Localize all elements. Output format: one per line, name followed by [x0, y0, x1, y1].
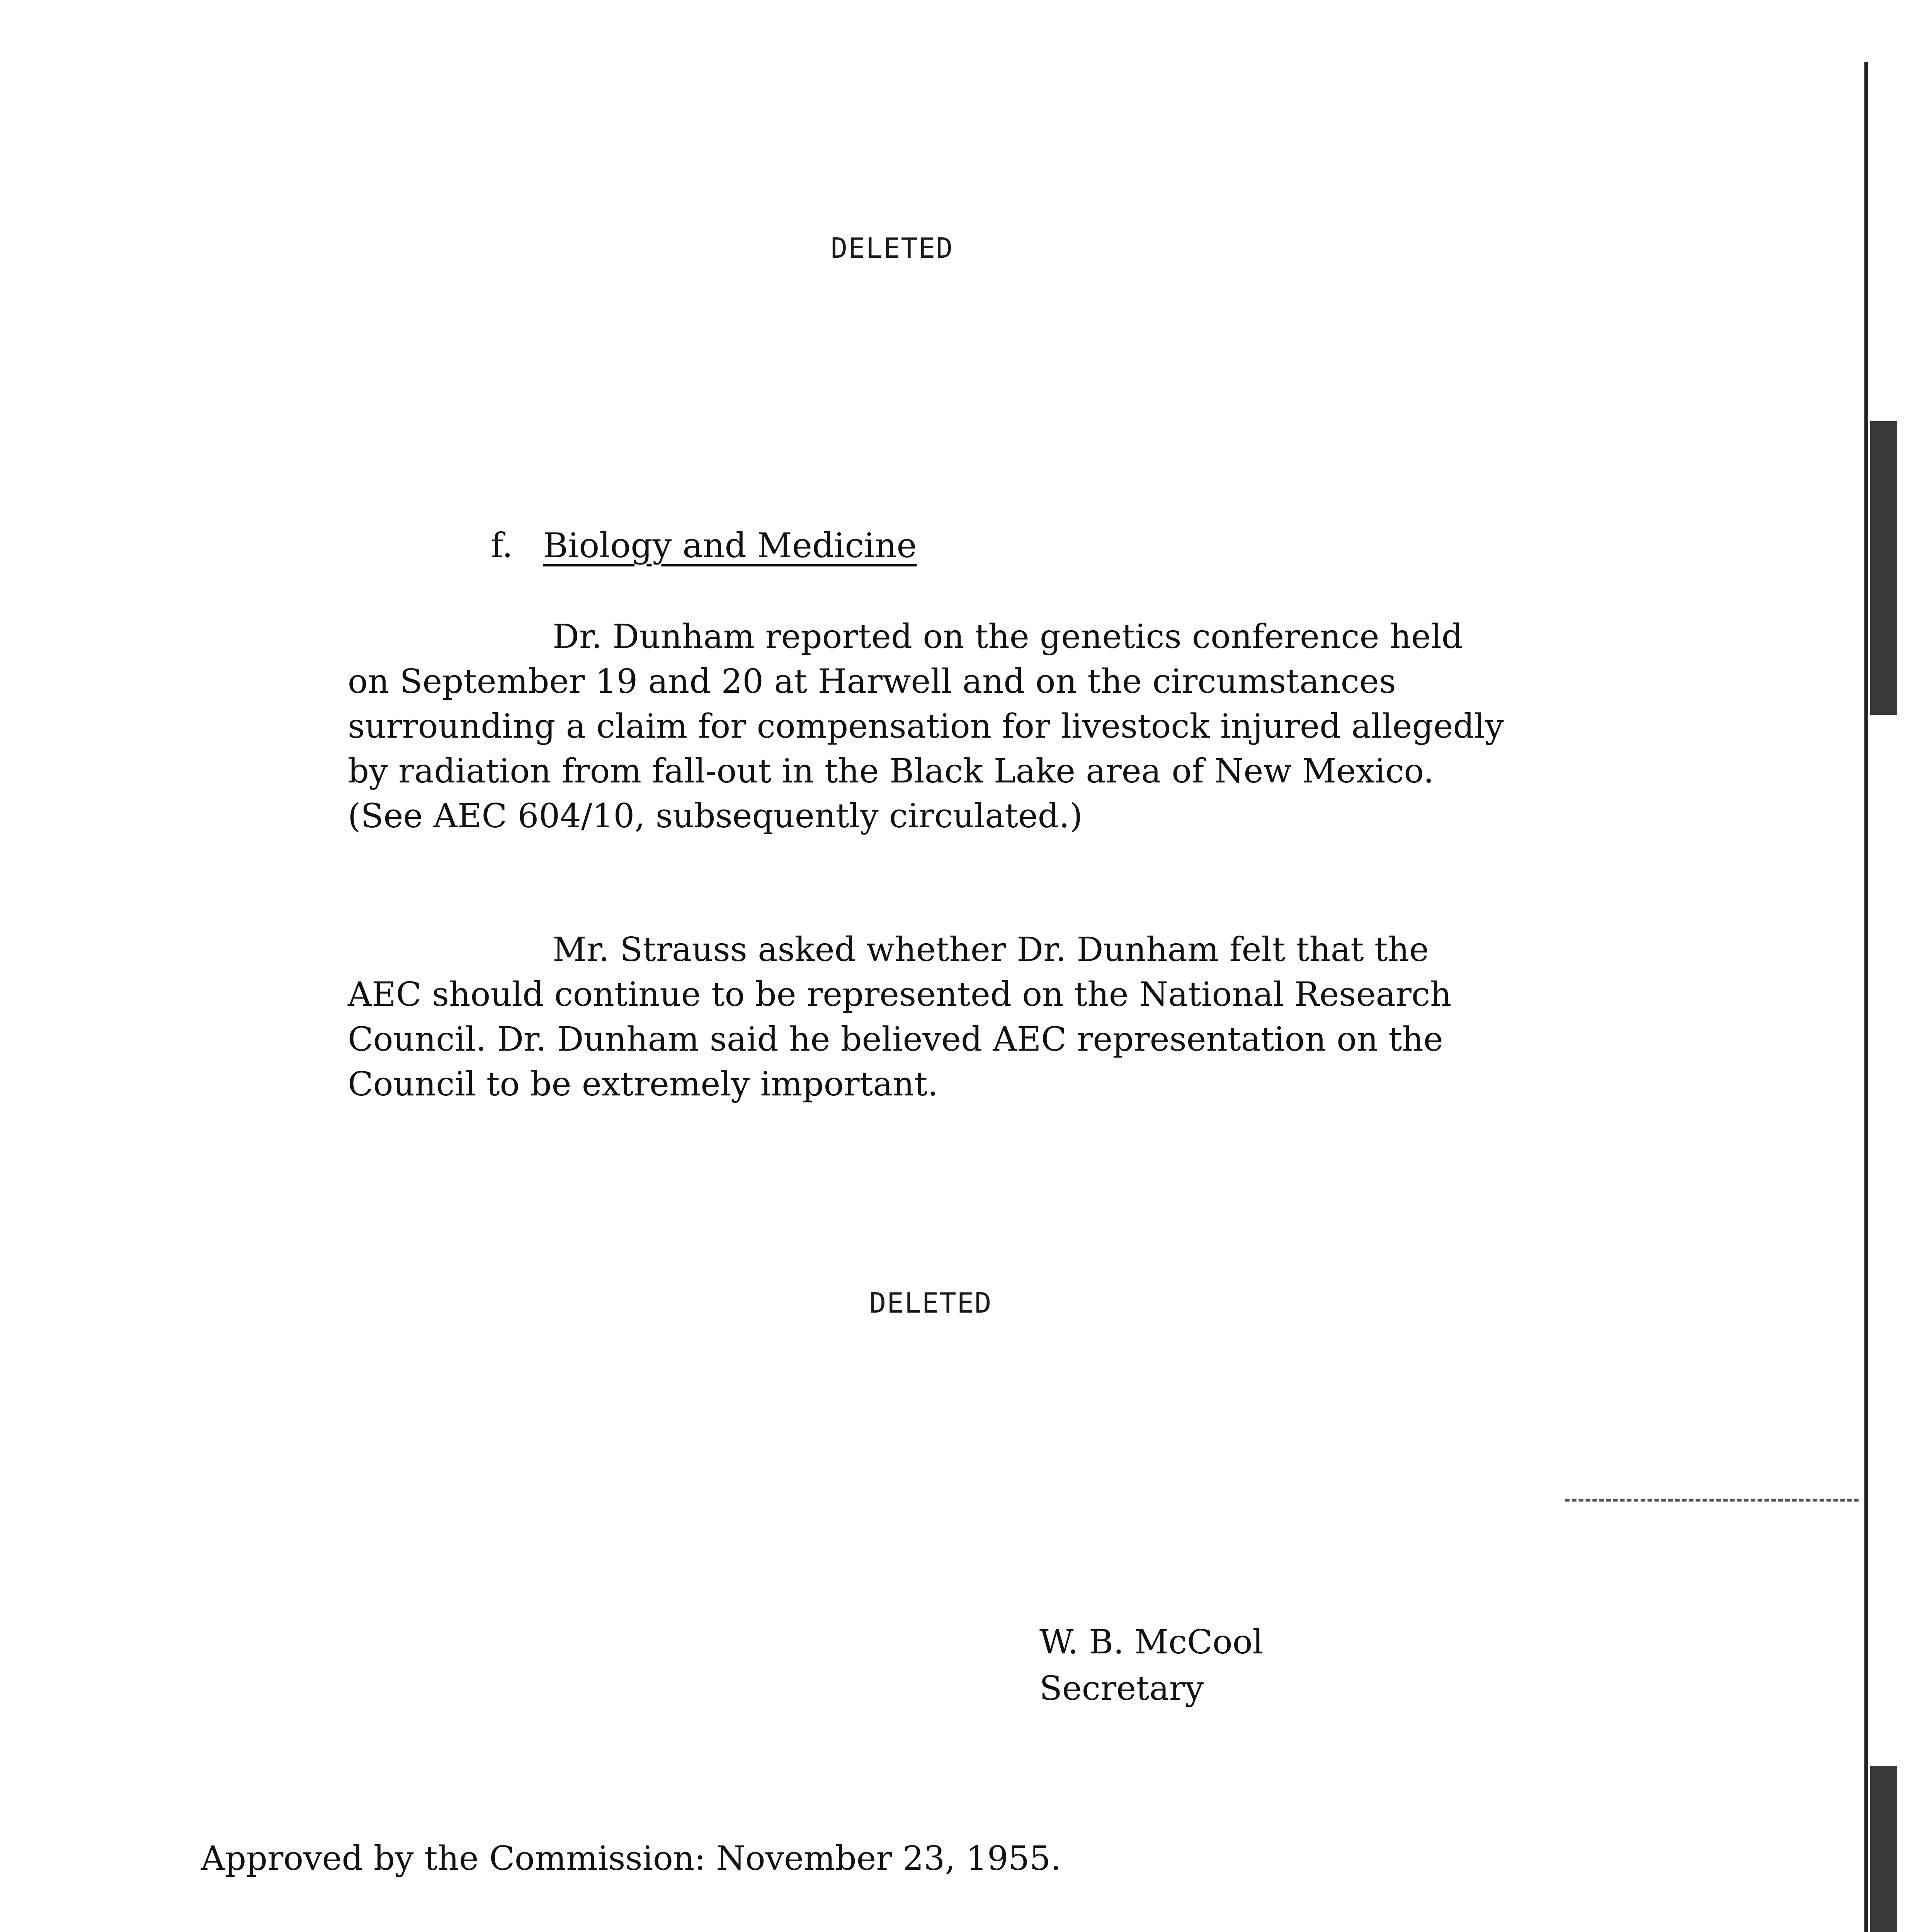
signature-block	[1039, 1619, 1263, 1712]
scan-artifact-lower	[1870, 1766, 1897, 1932]
deleted-marker-top: DELETED	[831, 232, 954, 264]
section-title: Biology and Medicine	[543, 526, 917, 565]
scan-artifact-upper	[1870, 421, 1897, 715]
scan-edge-right	[1864, 62, 1868, 1932]
deleted-marker-middle: DELETED	[869, 1287, 992, 1319]
section-heading	[491, 526, 917, 565]
paragraph-strauss-question: Mr. Strauss asked whether Dr. Dunham felt that the AEC should continue to be represented on the National Research Council. Dr. Dunham said he believed AEC representation on the Council to be extremely important.	[348, 930, 1452, 1104]
scan-dash-upper	[1565, 1499, 1859, 1504]
approval-line: Approved by the Commission: November 23, 1955.	[201, 1839, 1061, 1878]
signatory-name: W. B. McCool	[1039, 1623, 1263, 1662]
signatory-title: Secretary	[1039, 1669, 1204, 1708]
section-marker: f.	[491, 526, 513, 565]
paragraph-genetics-conference: Dr. Dunham reported on the genetics conference held on September 19 and 20 at Harwell and on the circumstances surrounding a claim for compensation for livestock injured allegedly by radiation from fall-out in the Black Lake area of New Mexico. (See AEC 604/10, subsequently circulated.)	[348, 617, 1504, 835]
